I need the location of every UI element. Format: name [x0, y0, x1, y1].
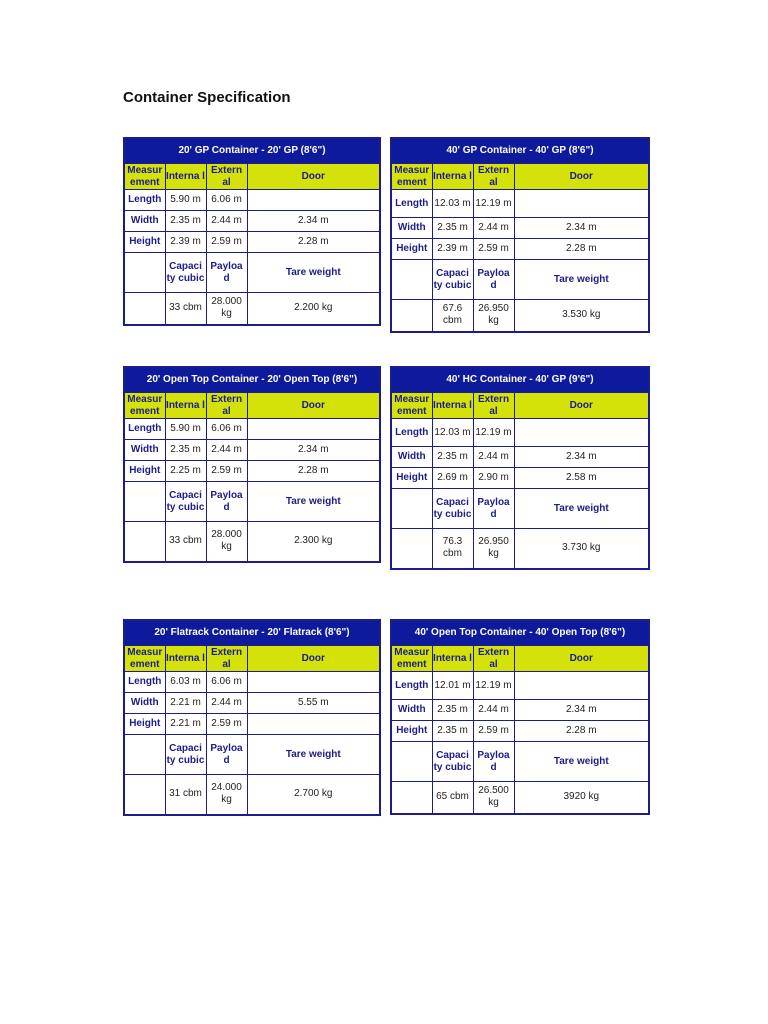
length-door: [514, 419, 649, 447]
header-external: Extern al: [206, 646, 247, 672]
header-door: Door: [514, 646, 649, 672]
height-external: 2.59 m: [206, 232, 247, 253]
height-internal: 2.21 m: [165, 714, 206, 735]
header-internal: Interna l: [432, 646, 473, 672]
height-door: 2.28 m: [514, 239, 649, 260]
header-external: Extern al: [206, 393, 247, 419]
tare-value: 3.730 kg: [514, 529, 649, 569]
label-tare: Tare weight: [247, 253, 380, 293]
label-tare: Tare weight: [247, 735, 380, 775]
label-width: Width: [124, 693, 165, 714]
label-width: Width: [391, 447, 432, 468]
label-height: Height: [124, 714, 165, 735]
label-length: Length: [124, 190, 165, 211]
header-internal: Interna l: [165, 646, 206, 672]
width-external: 2.44 m: [206, 440, 247, 461]
blank-cell: [124, 482, 165, 522]
width-door: 5.55 m: [247, 693, 380, 714]
blank-cell: [391, 782, 432, 814]
length-external: 12.19 m: [473, 672, 514, 700]
header-door: Door: [514, 393, 649, 419]
header-measurement: Measur ement: [391, 393, 432, 419]
table-title: 40' HC Container - 40' GP (9'6"): [391, 367, 649, 393]
capacity-value: 65 cbm: [432, 782, 473, 814]
blank-cell: [391, 742, 432, 782]
width-external: 2.44 m: [206, 693, 247, 714]
length-external: 6.06 m: [206, 190, 247, 211]
capacity-value: 33 cbm: [165, 293, 206, 325]
width-internal: 2.35 m: [165, 440, 206, 461]
width-door: 2.34 m: [514, 218, 649, 239]
payload-value: 28.000 kg: [206, 522, 247, 562]
header-measurement: Measur ement: [391, 164, 432, 190]
height-door: 2.58 m: [514, 468, 649, 489]
header-internal: Interna l: [432, 164, 473, 190]
label-tare: Tare weight: [247, 482, 380, 522]
blank-cell: [124, 253, 165, 293]
length-internal: 12.03 m: [432, 190, 473, 218]
header-door: Door: [247, 393, 380, 419]
width-door: 2.34 m: [514, 700, 649, 721]
tare-value: 3.530 kg: [514, 300, 649, 332]
label-height: Height: [124, 461, 165, 482]
label-height: Height: [391, 468, 432, 489]
spec-table-20-flatrack: [123, 619, 381, 816]
label-length: Length: [124, 672, 165, 693]
height-internal: 2.25 m: [165, 461, 206, 482]
width-door: 2.34 m: [247, 211, 380, 232]
table-title: 20' GP Container - 20' GP (8'6"): [124, 138, 380, 164]
table-title: 40' Open Top Container - 40' Open Top (8'6"): [391, 620, 649, 646]
height-external: 2.59 m: [473, 239, 514, 260]
blank-cell: [391, 260, 432, 300]
header-measurement: Measur ement: [124, 646, 165, 672]
blank-cell: [124, 735, 165, 775]
label-height: Height: [124, 232, 165, 253]
payload-value: 26.950 kg: [473, 529, 514, 569]
table-title: 20' Open Top Container - 20' Open Top (8'6"): [124, 367, 380, 393]
width-internal: 2.35 m: [165, 211, 206, 232]
width-external: 2.44 m: [473, 700, 514, 721]
table-title: 40' GP Container - 40' GP (8'6"): [391, 138, 649, 164]
length-door: [247, 419, 380, 440]
capacity-value: 33 cbm: [165, 522, 206, 562]
label-capacity: Capaci ty cubic: [165, 735, 206, 775]
length-external: 12.19 m: [473, 419, 514, 447]
spec-table-40-open-top: [390, 619, 650, 815]
width-internal: 2.21 m: [165, 693, 206, 714]
height-internal: 2.39 m: [432, 239, 473, 260]
header-door: Door: [247, 646, 380, 672]
blank-cell: [124, 775, 165, 815]
length-internal: 5.90 m: [165, 419, 206, 440]
width-internal: 2.35 m: [432, 218, 473, 239]
length-internal: 12.03 m: [432, 419, 473, 447]
length-external: 6.06 m: [206, 419, 247, 440]
height-door: 2.28 m: [514, 721, 649, 742]
width-internal: 2.35 m: [432, 700, 473, 721]
spec-table-40gp: [390, 137, 650, 333]
spec-table-40hc: [390, 366, 650, 570]
label-capacity: Capaci ty cubic: [432, 489, 473, 529]
width-external: 2.44 m: [473, 447, 514, 468]
height-external: 2.90 m: [473, 468, 514, 489]
capacity-value: 31 cbm: [165, 775, 206, 815]
header-external: Extern al: [473, 646, 514, 672]
length-internal: 6.03 m: [165, 672, 206, 693]
label-width: Width: [391, 218, 432, 239]
label-payload: Payloa d: [206, 482, 247, 522]
width-internal: 2.35 m: [432, 447, 473, 468]
height-internal: 2.35 m: [432, 721, 473, 742]
header-external: Extern al: [473, 393, 514, 419]
label-length: Length: [124, 419, 165, 440]
header-internal: Interna l: [165, 393, 206, 419]
label-height: Height: [391, 239, 432, 260]
tare-value: 2.700 kg: [247, 775, 380, 815]
label-height: Height: [391, 721, 432, 742]
blank-cell: [391, 529, 432, 569]
length-door: [514, 190, 649, 218]
label-capacity: Capaci ty cubic: [432, 260, 473, 300]
header-measurement: Measur ement: [124, 393, 165, 419]
length-internal: 5.90 m: [165, 190, 206, 211]
label-tare: Tare weight: [514, 489, 649, 529]
height-door: 2.28 m: [247, 461, 380, 482]
width-external: 2.44 m: [206, 211, 247, 232]
label-width: Width: [124, 440, 165, 461]
label-payload: Payloa d: [206, 735, 247, 775]
length-door: [514, 672, 649, 700]
height-external: 2.59 m: [206, 714, 247, 735]
spec-table-20-open-top: [123, 366, 381, 563]
payload-value: 26.950 kg: [473, 300, 514, 332]
label-payload: Payloa d: [473, 489, 514, 529]
height-internal: 2.69 m: [432, 468, 473, 489]
label-tare: Tare weight: [514, 260, 649, 300]
height-door: [247, 714, 380, 735]
blank-cell: [124, 522, 165, 562]
page-title: Container Specification: [123, 89, 291, 106]
label-capacity: Capaci ty cubic: [432, 742, 473, 782]
header-door: Door: [514, 164, 649, 190]
label-tare: Tare weight: [514, 742, 649, 782]
capacity-value: 67.6 cbm: [432, 300, 473, 332]
label-capacity: Capaci ty cubic: [165, 253, 206, 293]
table-title: 20' Flatrack Container - 20' Flatrack (8'6"): [124, 620, 380, 646]
label-length: Length: [391, 419, 432, 447]
header-internal: Interna l: [432, 393, 473, 419]
header-internal: Interna l: [165, 164, 206, 190]
width-external: 2.44 m: [473, 218, 514, 239]
header-measurement: Measur ement: [391, 646, 432, 672]
length-external: 12.19 m: [473, 190, 514, 218]
length-door: [247, 672, 380, 693]
blank-cell: [391, 300, 432, 332]
spec-table-20gp: [123, 137, 381, 326]
label-payload: Payloa d: [206, 253, 247, 293]
payload-value: 28.000 kg: [206, 293, 247, 325]
height-external: 2.59 m: [206, 461, 247, 482]
label-length: Length: [391, 190, 432, 218]
height-internal: 2.39 m: [165, 232, 206, 253]
width-door: 2.34 m: [514, 447, 649, 468]
height-door: 2.28 m: [247, 232, 380, 253]
header-external: Extern al: [206, 164, 247, 190]
length-door: [247, 190, 380, 211]
label-capacity: Capaci ty cubic: [165, 482, 206, 522]
label-payload: Payloa d: [473, 742, 514, 782]
label-payload: Payloa d: [473, 260, 514, 300]
label-width: Width: [391, 700, 432, 721]
label-length: Length: [391, 672, 432, 700]
height-external: 2.59 m: [473, 721, 514, 742]
tare-value: 3920 kg: [514, 782, 649, 814]
label-width: Width: [124, 211, 165, 232]
header-external: Extern al: [473, 164, 514, 190]
tare-value: 2.200 kg: [247, 293, 380, 325]
length-internal: 12.01 m: [432, 672, 473, 700]
payload-value: 26.500 kg: [473, 782, 514, 814]
blank-cell: [124, 293, 165, 325]
capacity-value: 76.3 cbm: [432, 529, 473, 569]
tare-value: 2.300 kg: [247, 522, 380, 562]
blank-cell: [391, 489, 432, 529]
length-external: 6.06 m: [206, 672, 247, 693]
header-door: Door: [247, 164, 380, 190]
width-door: 2.34 m: [247, 440, 380, 461]
payload-value: 24.000 kg: [206, 775, 247, 815]
header-measurement: Measur ement: [124, 164, 165, 190]
